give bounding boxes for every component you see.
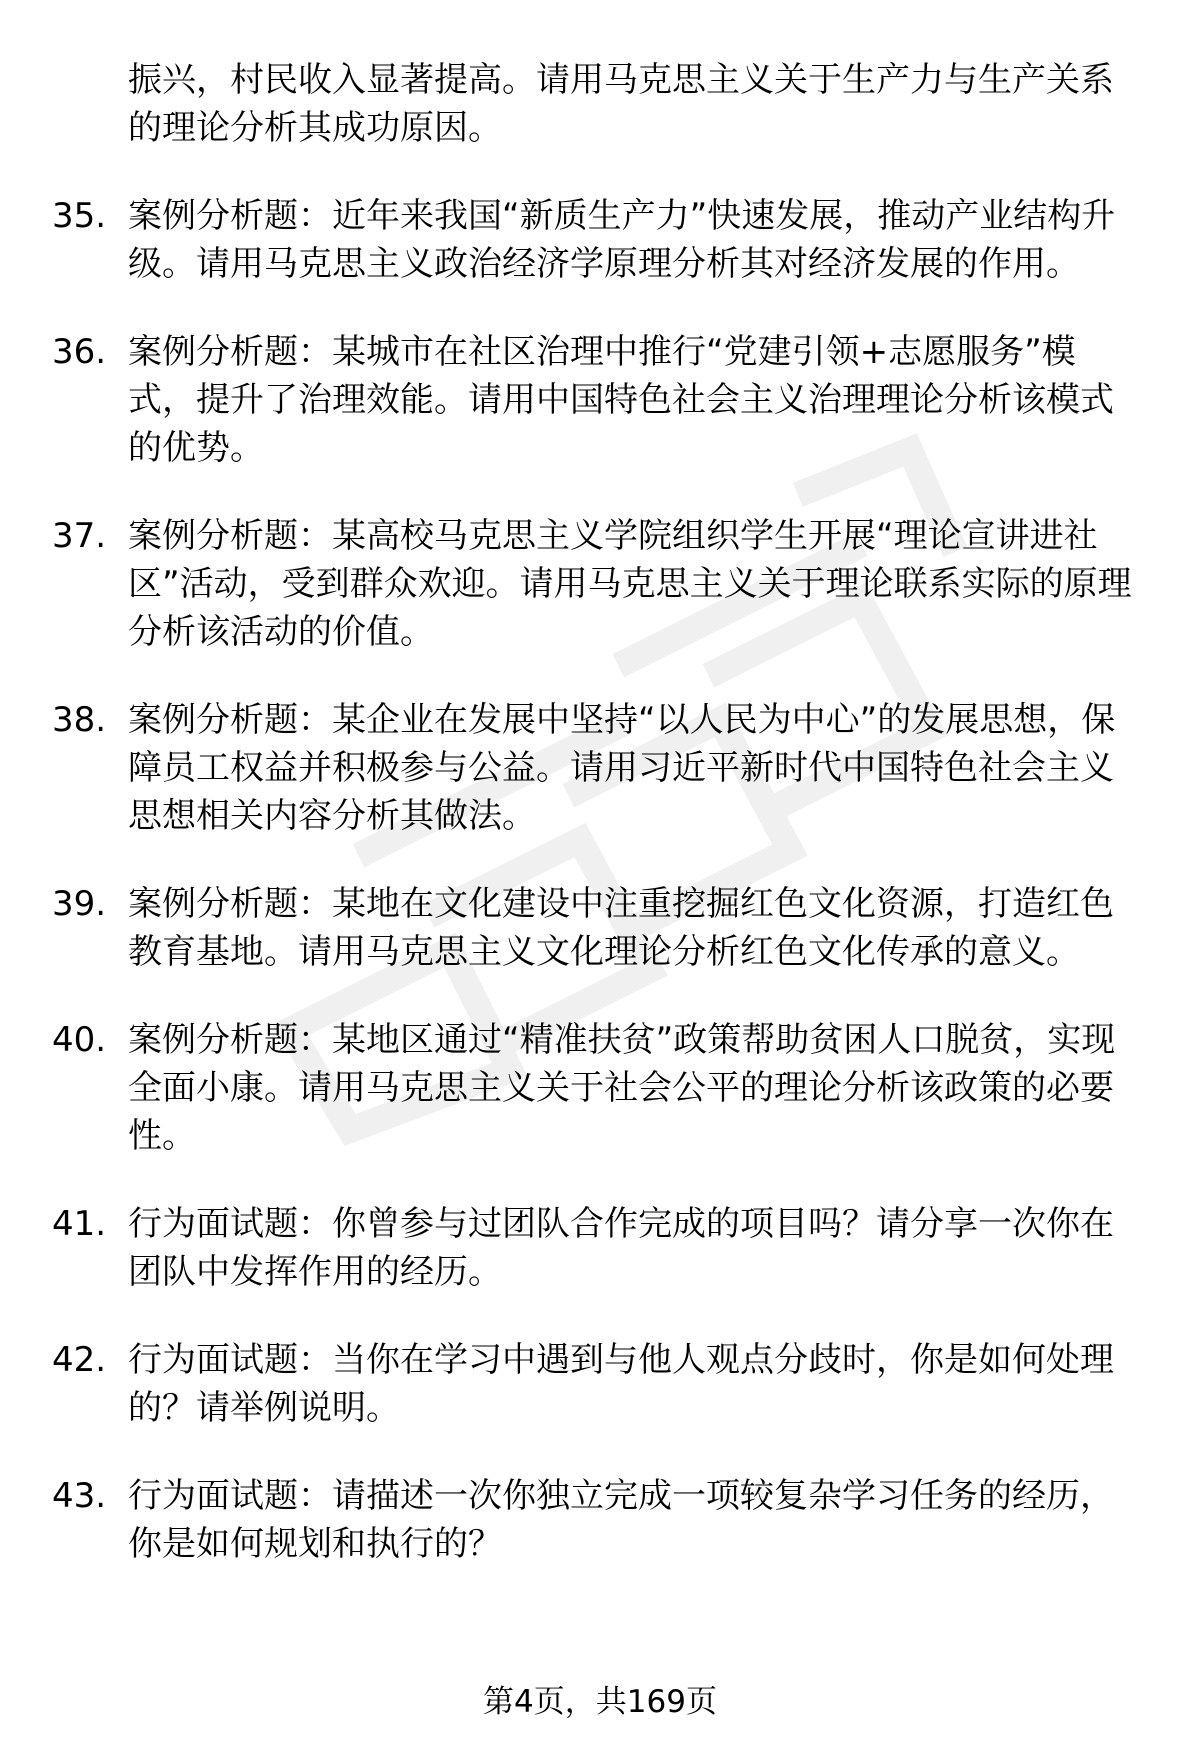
continued-question-text: 振兴，村民收入显著提高。请用马克思主义关于生产力与生产关系的理论分析其成功原因。 [128, 60, 1114, 148]
question-text: 案例分析题：某城市在社区治理中推行“党建引领+志愿服务”模式，提升了治理效能。请用中国特色社会主义治理理论分析该模式的优势。 [128, 332, 1114, 468]
question-text: 案例分析题：某高校马克思主义学院组织学生开展“理论宣讲进社区”活动，受到群众欢迎。请用马克思主义关于理论联系实际的原理分析该活动的价值。 [128, 516, 1132, 652]
question-number: 40. [52, 1020, 107, 1060]
question-text: 案例分析题：某地区通过“精准扶贫”政策帮助贫困人口脱贫，实现全面小康。请用马克思主义关于社会公平的理论分析该政策的必要性。 [128, 1020, 1116, 1156]
question-item-38 [0, 696, 1138, 840]
question-item-37 [0, 512, 1138, 656]
question-number: 41. [52, 1204, 107, 1244]
question-number: 43. [52, 1476, 107, 1516]
question-item-40 [0, 1016, 1138, 1160]
question-number: 38. [52, 700, 107, 740]
question-item-35 [0, 192, 1138, 288]
question-number: 39. [52, 884, 107, 924]
question-number: 42. [52, 1340, 107, 1380]
question-item-39 [0, 880, 1138, 976]
question-text: 案例分析题：某地在文化建设中注重挖掘红色文化资源，打造红色教育基地。请用马克思主义文化理论分析红色文化传承的意义。 [128, 884, 1114, 972]
document-content [0, 56, 1200, 1608]
question-item-36 [0, 328, 1138, 472]
question-text: 行为面试题：你曾参与过团队合作完成的项目吗？请分享一次你在团队中发挥作用的经历。 [128, 1204, 1114, 1292]
question-number: 36. [52, 332, 107, 372]
question-text: 行为面试题：当你在学习中遇到与他人观点分歧时，你是如何处理的？请举例说明。 [128, 1340, 1114, 1428]
question-number: 37. [52, 516, 107, 556]
question-text: 行为面试题：请描述一次你独立完成一项较复杂学习任务的经历，你是如何规划和执行的？ [128, 1476, 1114, 1564]
page-footer: 第4页，共169页 [483, 1684, 717, 1720]
question-item-41 [0, 1200, 1138, 1296]
question-number: 35. [52, 196, 107, 236]
question-item-42 [0, 1336, 1138, 1432]
question-item-43 [0, 1472, 1138, 1568]
question-text: 案例分析题：某企业在发展中坚持“以人民为中心”的发展思想，保障员工权益并积极参与公益。请用习近平新时代中国特色社会主义思想相关内容分析其做法。 [128, 700, 1116, 836]
question-text: 案例分析题：近年来我国“新质生产力”快速发展，推动产业结构升级。请用马克思主义政治经济学原理分析其对经济发展的作用。 [128, 196, 1116, 284]
